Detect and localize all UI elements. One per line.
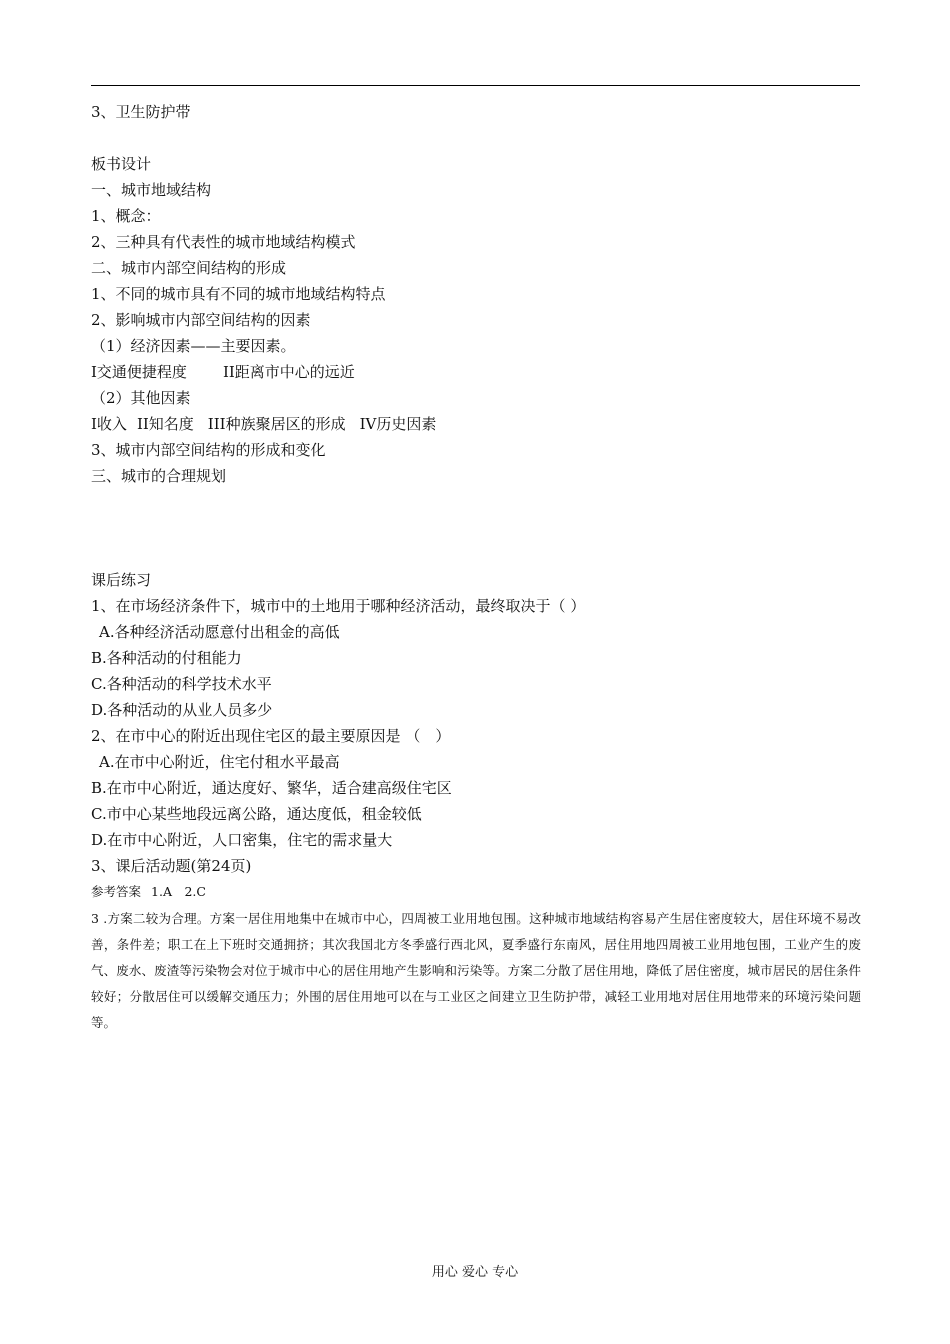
answer-paragraph: 3 .方案二较为合理。方案一居住用地集中在城市中心，四周被工业用地包围。这种城市地域结构容易产生居住密度较大，居住环境不易改善，条件差；职工在上下班时交通拥挤；其次我国北方冬季盛行西北风，夏季盛行东南风，居住用地四周被工业用地包围，工业产生的废气、废水、废渣等污染物会对位于城市中心的居住用地产生影响和污染等。方案二分散了居住用地，降低了居住密度，城市居民的居住条件较好；分散居住可以缓解交通压力；外围的居住用地可以在与工业区之间建立卫生防护带，减轻工业用地对居住用地带来的环境污染问题等。	[91, 911, 861, 1030]
q1-option-b: B.各种活动的付租能力	[91, 649, 242, 667]
other-factors	[91, 414, 436, 434]
page-footer: 用心 爱心 专心	[431, 1265, 519, 1280]
board-line: 3、城市内部空间结构的形成和变化	[91, 441, 326, 459]
answers-line	[91, 882, 206, 902]
q1-option-a: A.各种经济活动愿意付出租金的高低	[99, 623, 340, 641]
other-factor: IV历史因素	[359, 415, 437, 433]
q1-option-d: D.各种活动的从业人员多少	[91, 701, 273, 719]
economic-factors	[91, 362, 355, 382]
question-2: 2、在市中心的附近出现住宅区的最主要原因是 （ ）	[91, 727, 451, 745]
question-1: 1、在市场经济条件下，城市中的土地用于哪种经济活动，最终取决于（ ）	[91, 597, 586, 615]
answers-label: 参考答案	[91, 884, 142, 899]
q1-option-c: C.各种活动的科学技术水平	[91, 675, 272, 693]
answers-short: 1.A 2.C	[151, 884, 206, 899]
top-item: 3、卫生防护带	[91, 103, 191, 121]
exercise-heading: 课后练习	[91, 571, 152, 589]
other-factor: III种族聚居区的形成	[207, 415, 346, 433]
board-line: 二、城市内部空间结构的形成	[91, 259, 287, 277]
q2-option-b: B.在市中心附近，通达度好、繁华，适合建高级住宅区	[91, 779, 452, 797]
board-line: 2、三种具有代表性的城市地域结构模式	[91, 233, 356, 251]
economic-factor: I交通便捷程度	[91, 363, 187, 381]
q2-option-d: D.在市中心附近，人口密集，住宅的需求量大	[91, 831, 393, 849]
board-line: 三、城市的合理规划	[91, 467, 227, 485]
other-factor: I收入	[91, 415, 127, 433]
question-3: 3、课后活动题(第24页)	[91, 857, 252, 875]
board-line: 1、概念：	[91, 207, 161, 225]
q2-option-a: A.在市中心附近，住宅付租水平最高	[99, 753, 340, 771]
q2-option-c: C.市中心某些地段远离公路，通达度低，租金较低	[91, 805, 422, 823]
board-line: 一、城市地域结构	[91, 181, 212, 199]
header-rule	[91, 85, 860, 86]
economic-factor: II距离市中心的远近	[222, 363, 355, 381]
other-factor: II知名度	[136, 415, 194, 433]
board-line: 2、影响城市内部空间结构的因素	[91, 311, 311, 329]
board-line: （1）经济因素——主要因素。	[91, 337, 296, 355]
board-heading: 板书设计	[91, 155, 152, 173]
other-factors-heading: （2）其他因素	[91, 389, 191, 407]
board-line: 1、不同的城市具有不同的城市地域结构特点	[91, 285, 386, 303]
